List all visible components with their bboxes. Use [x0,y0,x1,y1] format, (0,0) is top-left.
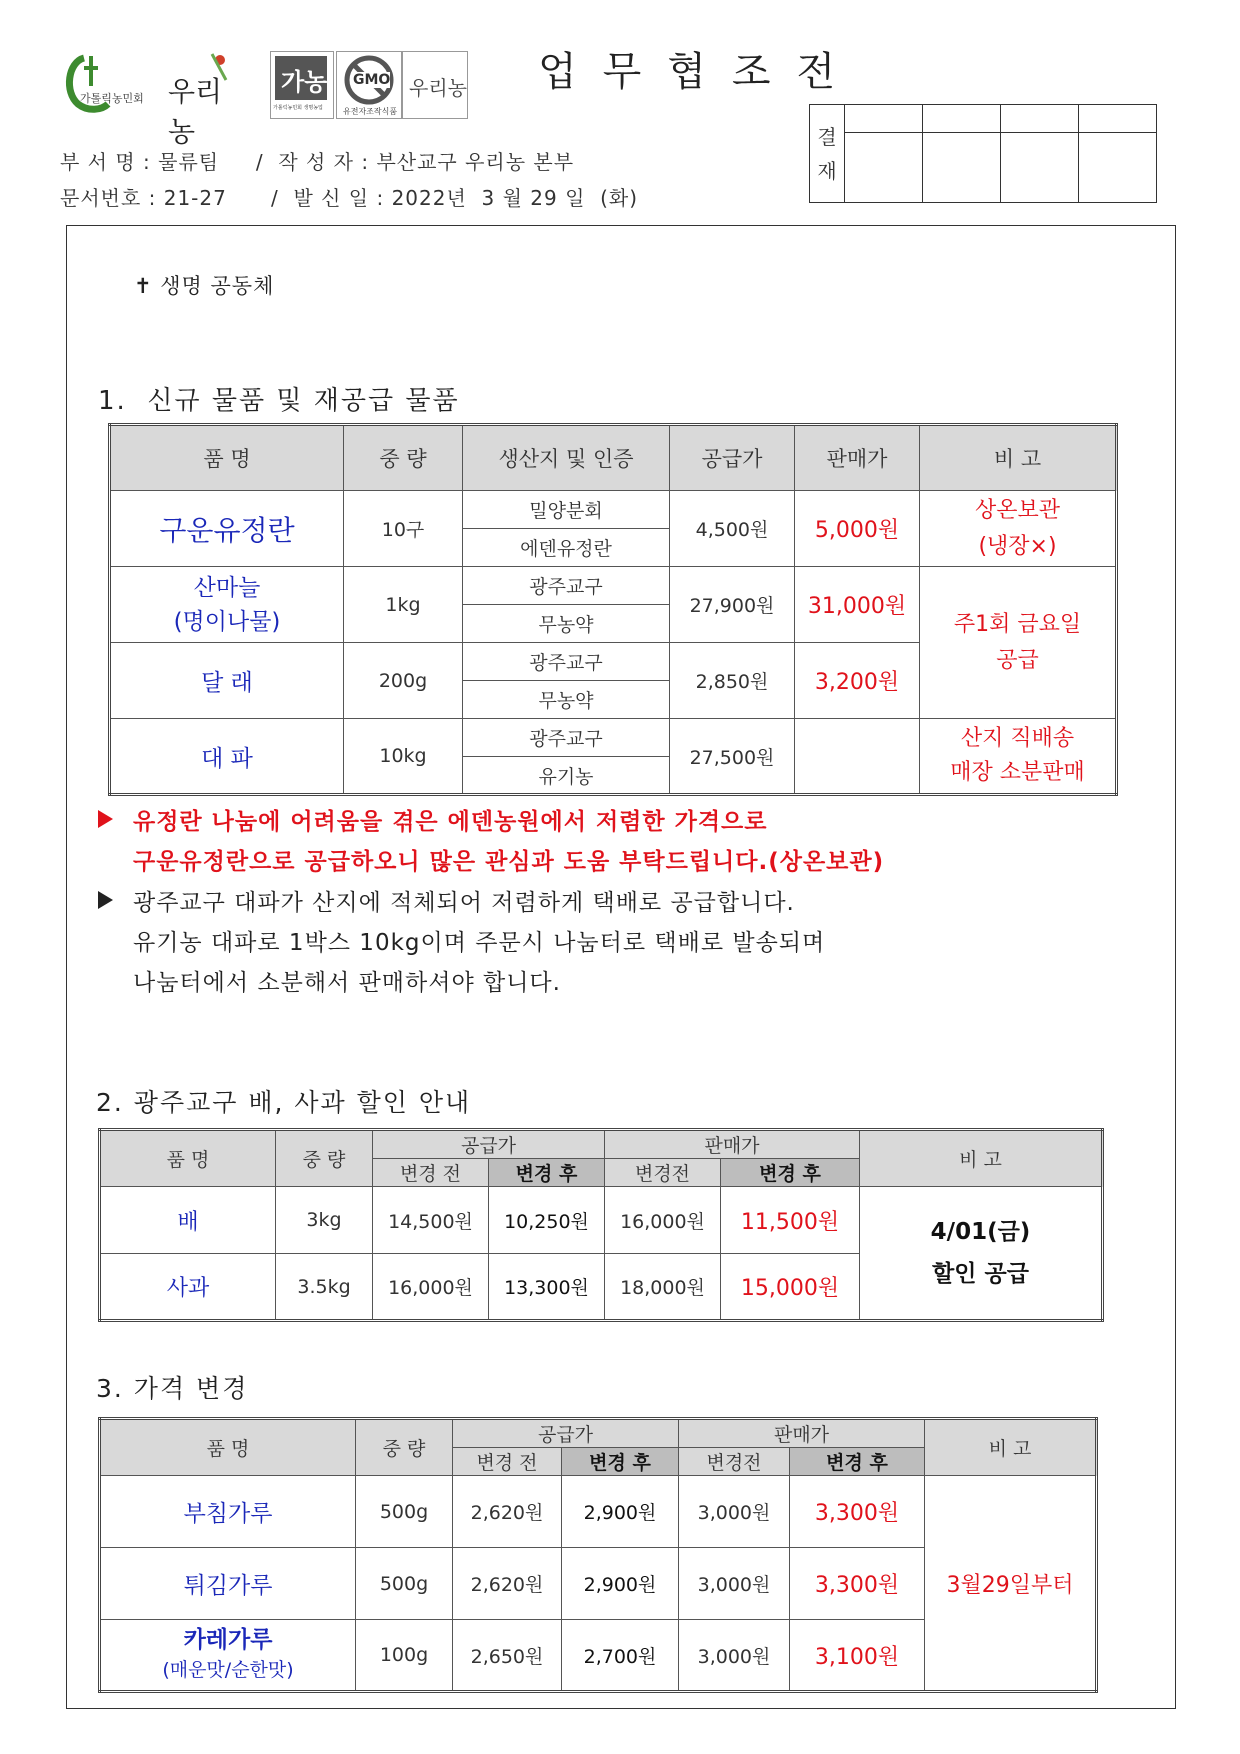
meta-line-2: 문서번호 : 21-27 / 발 신 일 : 2022년 3 월 29 일 (화) [60,186,639,210]
badge-gmo [336,51,402,119]
s3-row3-name-cell [100,1620,356,1692]
s3-row3-sale-after: 3,100원 [790,1620,925,1692]
badge-urinong [402,51,468,119]
approval-sign-cell[interactable] [845,133,923,203]
s1-header-origin: 생산지 및 인증 [463,425,670,491]
meta-line-1: 부 서 명 : 물류팀 / 작 성 자 : 부산교구 우리농 본부 [60,150,575,174]
s3-header-supply-after: 변경 후 [562,1448,679,1476]
s1-row4-note [920,719,1117,795]
logo2-text: 우리농 [168,75,223,148]
approval-cell[interactable] [923,105,1001,133]
bullet1-line1: 유정란 나눔에 어려움을 겪은 에덴농원에서 저렴한 가격으로 [133,809,768,835]
s3-row2-weight: 500g [356,1548,453,1620]
s2-header-sale-before: 변경전 [605,1159,721,1187]
s1-row2-sale: 31,000원 [795,567,920,643]
bullet2-line2: 유기농 대파로 1박스 10kg이며 주문시 나눔터로 택배로 발송되며 [133,930,826,956]
s2-row1-weight: 3kg [276,1187,373,1254]
s1-header-supply: 공급가 [670,425,795,491]
s1-header-sale: 판매가 [795,425,920,491]
section1-heading: 1. 신규 물품 및 재공급 물품 [98,386,460,416]
s1-row4-sale [795,719,920,795]
s3-row3-weight: 100g [356,1620,453,1692]
approval-cell[interactable] [1079,105,1157,133]
s2-row1-supply-before: 14,500원 [373,1187,489,1254]
s2-note [860,1187,1103,1321]
bullet2-line3: 나눔터에서 소분해서 판매하셔야 합니다. [133,970,561,996]
document-title: 업무협조전 [538,49,862,95]
s1-row1-supply: 4,500원 [670,491,795,567]
bullet1-icon [98,810,113,828]
s1-row4-cert: 유기농 [463,757,670,795]
s3-header-sale-before: 변경전 [679,1448,790,1476]
s1-row4-weight: 10kg [344,719,463,795]
s3-row2-sale-after: 3,300원 [790,1548,925,1620]
s1-row4-origin: 광주교구 [463,719,670,757]
s1-shared-note [920,567,1117,719]
approval-box [809,104,1157,203]
s1-shared-note1: 주1회 금요일 [953,611,1082,637]
s1-row3-weight: 200g [344,643,463,719]
s3-header-sale: 판매가 [679,1419,925,1448]
approval-cell[interactable] [1001,105,1079,133]
badge2-text: GMO [353,72,391,88]
s3-row3-sale-before: 3,000원 [679,1620,790,1692]
s3-header-supply: 공급가 [453,1419,679,1448]
s2-header-sale-after: 변경 후 [721,1159,860,1187]
s2-header-name: 품 명 [100,1130,276,1187]
approval-sign-cell[interactable] [923,133,1001,203]
s1-row2-weight: 1kg [344,567,463,643]
s1-row4-supply: 27,500원 [670,719,795,795]
s1-row1-origin: 밀양분회 [463,491,670,529]
badge-ganong [270,51,334,119]
s1-row2-name1: 산마늘 [193,574,261,601]
s3-header-note: 비 고 [925,1419,1097,1476]
s1-row1-note [920,491,1117,567]
s1-row1-name: 구운유정란 [110,491,344,567]
bullet1-line2: 구운유정란으로 공급하오니 많은 관심과 도움 부탁드립니다.(상온보관) [133,849,885,875]
s1-row3-name: 달 래 [110,643,344,719]
s2-row1-sale-after: 11,500원 [721,1187,860,1254]
approval-label-bottom: 재 [817,158,837,183]
s1-row4-note2: 매장 소분판매 [950,760,1085,785]
s2-header-sale: 판매가 [605,1130,860,1159]
s3-row1-name: 부침가루 [100,1476,356,1548]
s1-row2-supply: 27,900원 [670,567,795,643]
s3-row3-sub: (매운맛/순한맛) [162,1659,294,1681]
s3-row2-sale-before: 3,000원 [679,1548,790,1620]
badge1-text: 가농 [281,68,328,96]
s2-header-weight: 중 량 [276,1130,373,1187]
s2-header-supply: 공급가 [373,1130,605,1159]
s1-row1-sale: 5,000원 [795,491,920,567]
s3-row3-name: 카레가루 [183,1627,273,1653]
section3-table [98,1417,1098,1693]
s2-row2-supply-before: 16,000원 [373,1254,489,1321]
logo-catholic-farmers [62,52,162,114]
s1-row2-cert: 무농약 [463,605,670,643]
s1-header-name: 품 명 [110,425,344,491]
s1-shared-note2: 공급 [996,647,1039,673]
s1-row1-weight: 10구 [344,491,463,567]
s3-row2-supply-after: 2,900원 [562,1548,679,1620]
section1-table [108,423,1118,796]
s3-row2-supply-before: 2,620원 [453,1548,562,1620]
s1-row2-name [110,567,344,643]
s2-row1-sale-before: 16,000원 [605,1187,721,1254]
approval-cell[interactable] [845,105,923,133]
section2-heading: 2. 광주교구 배, 사과 할인 안내 [96,1088,472,1117]
s2-row2-sale-before: 18,000원 [605,1254,721,1321]
s1-row1-cert: 에덴유정란 [463,529,670,567]
badge2-sub: 유전자조작식품 [343,107,398,116]
bullet2-icon [98,891,113,909]
s3-row2-name: 튀김가루 [100,1548,356,1620]
s2-header-note: 비 고 [860,1130,1103,1187]
s1-row3-sale: 3,200원 [795,643,920,719]
s3-row1-supply-before: 2,620원 [453,1476,562,1548]
s1-row3-cert: 무농약 [463,681,670,719]
s2-row2-sale-after: 15,000원 [721,1254,860,1321]
s1-row2-origin: 광주교구 [463,567,670,605]
s2-row2-weight: 3.5kg [276,1254,373,1321]
approval-label-top: 결 [817,124,837,149]
badge3-text: 우리농 [409,76,467,100]
s2-row1-supply-after: 10,250원 [489,1187,605,1254]
section3-heading: 3. 가격 변경 [96,1374,249,1403]
badge1-sub: 가톨릭농민회 생명농업 [273,105,323,111]
s1-row1-note2: (냉장×) [978,533,1057,559]
s2-row1-name: 배 [100,1187,276,1254]
s1-header-note: 비 고 [920,425,1117,491]
s3-row3-supply-after: 2,700원 [562,1620,679,1692]
s2-note1: 4/01(금) [930,1219,1031,1245]
s3-header-sale-after: 변경 후 [790,1448,925,1476]
s2-row2-name: 사과 [100,1254,276,1321]
s2-header-supply-before: 변경 전 [373,1159,489,1187]
s2-header-supply-after: 변경 후 [489,1159,605,1187]
s3-row1-sale-after: 3,300원 [790,1476,925,1548]
s1-row4-name: 대 파 [110,719,344,795]
s3-header-name: 품 명 [100,1419,356,1476]
s3-row3-supply-before: 2,650원 [453,1620,562,1692]
s1-row4-note1: 산지 직배송 [960,726,1075,751]
s3-note: 3월29일부터 [925,1476,1097,1692]
approval-sign-cell[interactable] [1001,133,1079,203]
approval-sign-cell[interactable] [1079,133,1157,203]
section2-table [98,1128,1104,1322]
bullet2-line1: 광주교구 대파가 산지에 적체되어 저렴하게 택배로 공급합니다. [133,890,795,916]
s2-note2: 할인 공급 [932,1261,1029,1287]
s3-row1-weight: 500g [356,1476,453,1548]
s1-header-weight: 중 량 [344,425,463,491]
greeting: ✝ 생명 공동체 [134,274,275,298]
approval-label [810,105,845,203]
s3-header-supply-before: 변경 전 [453,1448,562,1476]
logo1-text: 가톨릭농민회 [80,92,144,105]
s1-row3-origin: 광주교구 [463,643,670,681]
s3-header-weight: 중 량 [356,1419,453,1476]
s3-row1-supply-after: 2,900원 [562,1476,679,1548]
s3-row1-sale-before: 3,000원 [679,1476,790,1548]
s1-row2-name2: (명이나물) [173,608,281,635]
s1-row1-note1: 상온보관 [974,497,1060,523]
logo-urinong [168,50,240,148]
s1-row3-supply: 2,850원 [670,643,795,719]
s2-row2-supply-after: 13,300원 [489,1254,605,1321]
